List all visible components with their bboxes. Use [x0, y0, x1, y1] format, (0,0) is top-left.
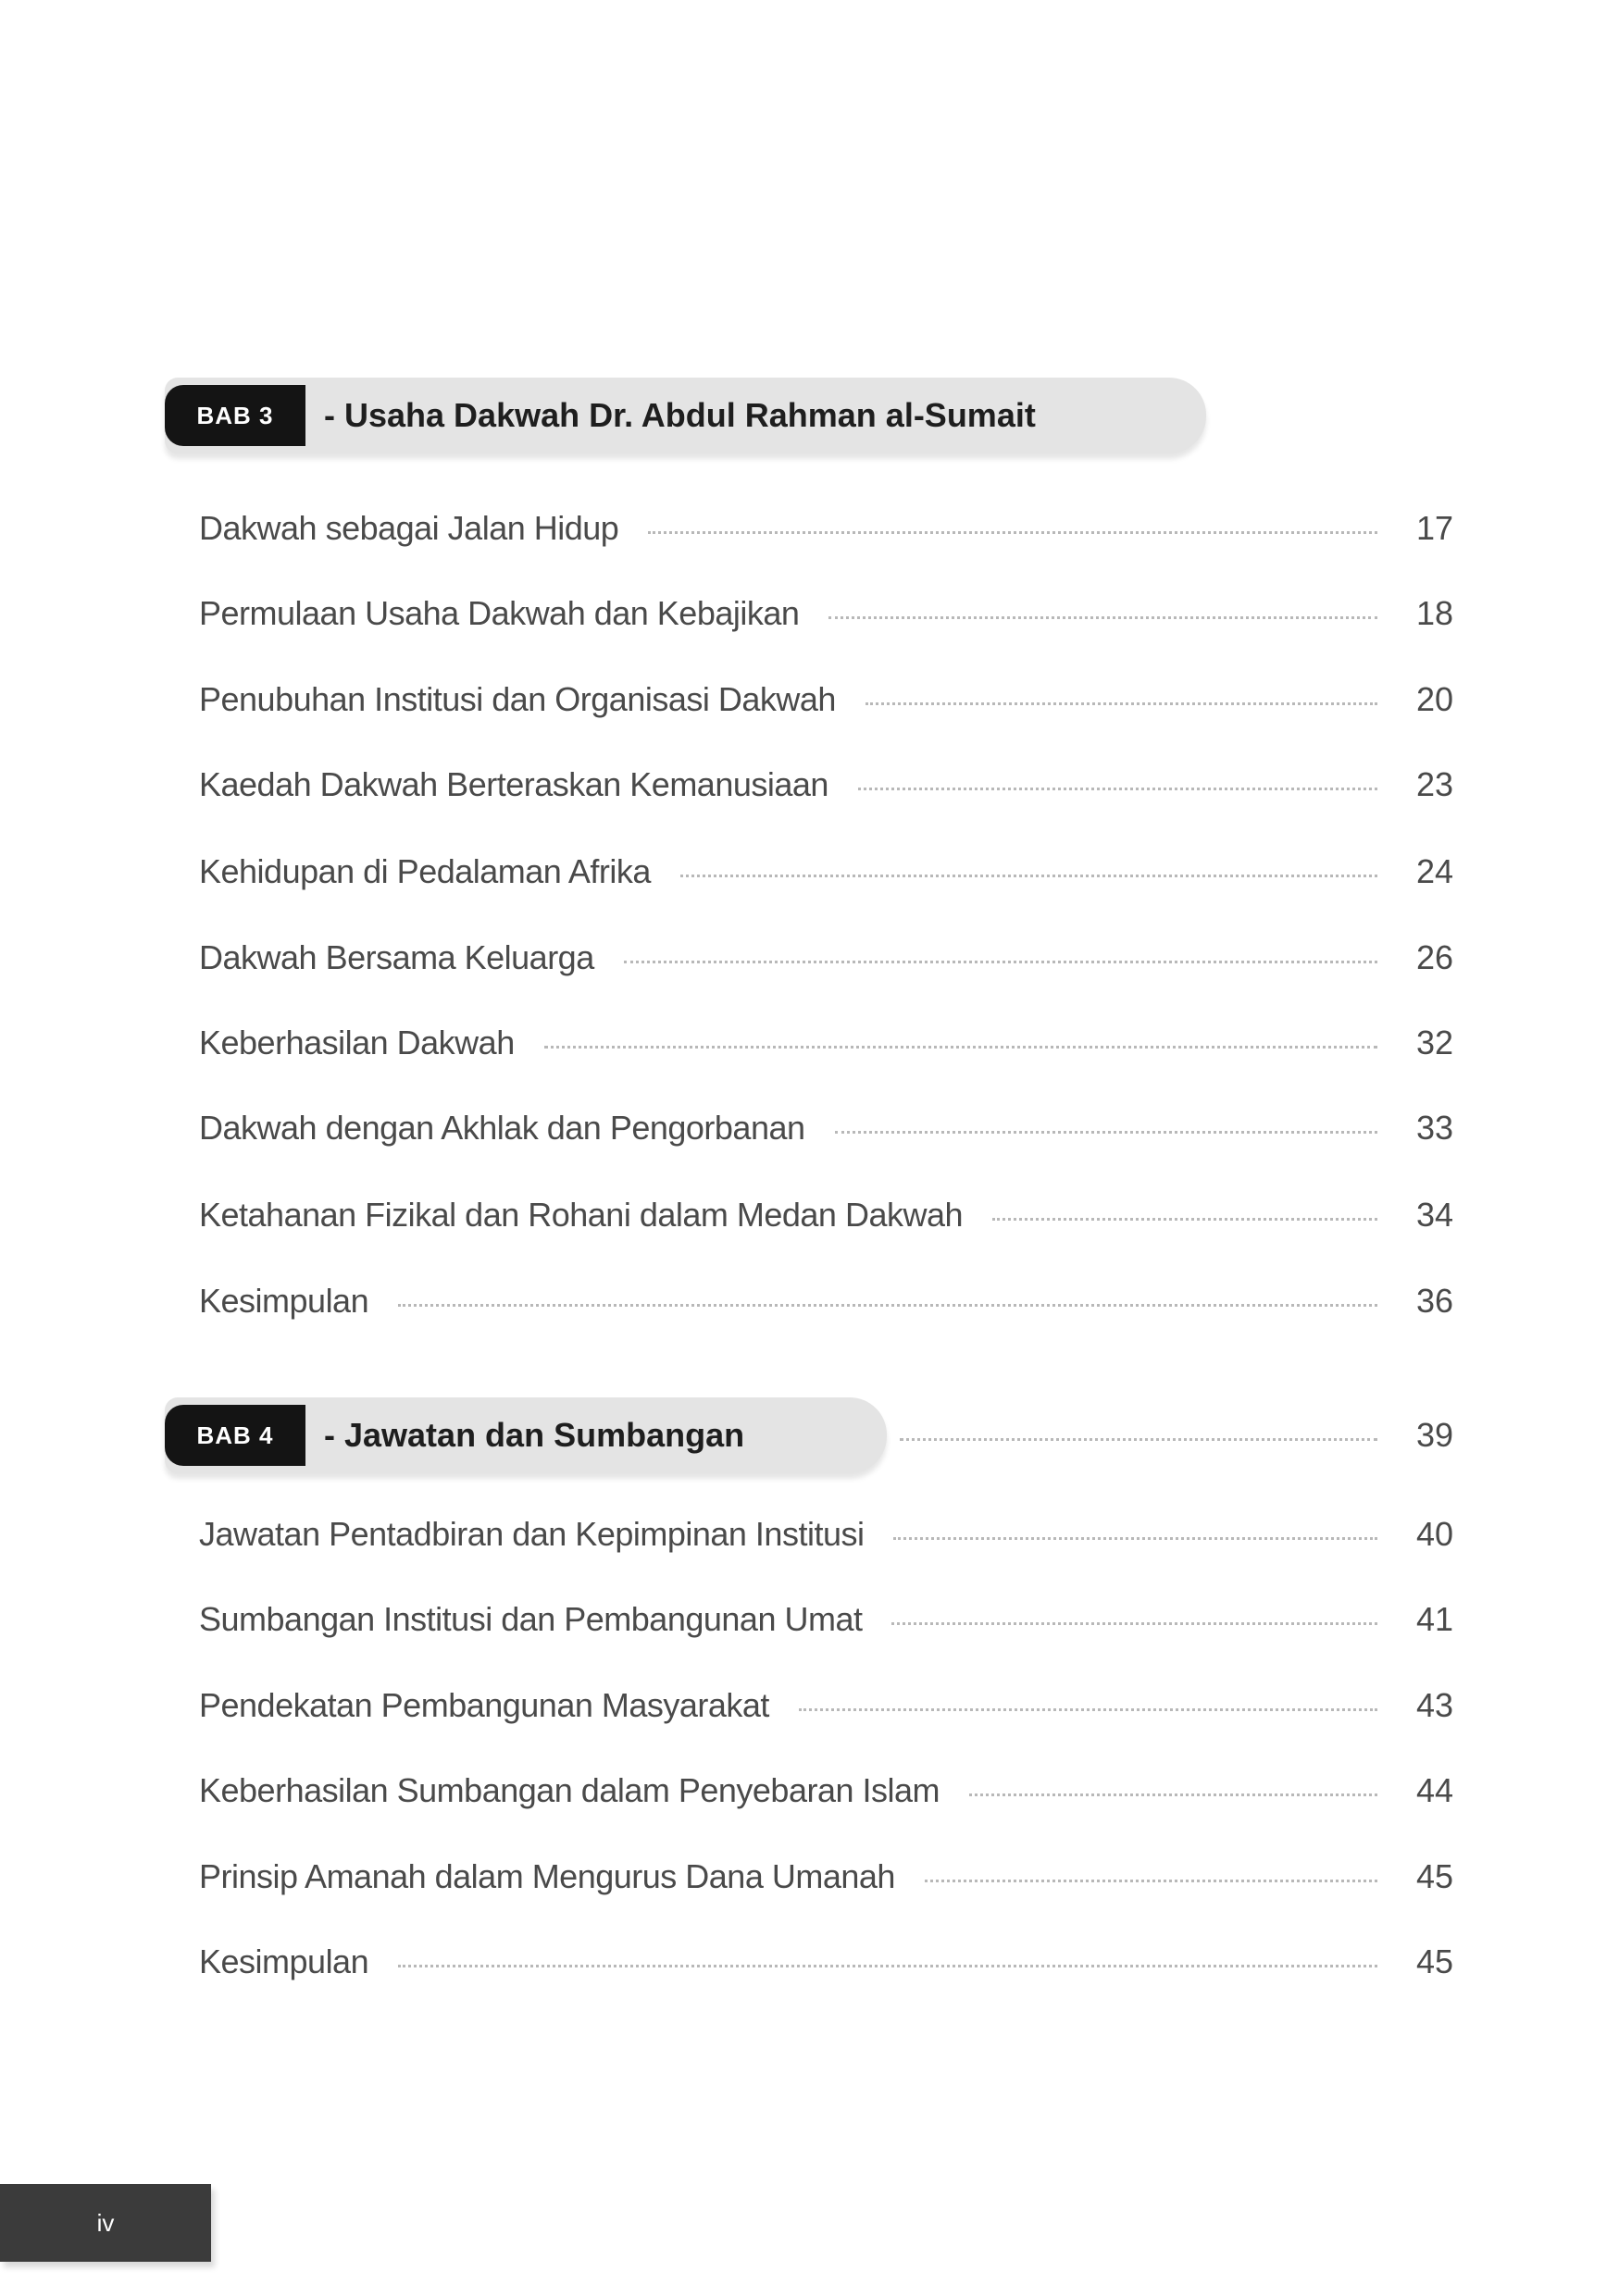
toc-entry-label: Pendekatan Pembangunan Masyarakat [199, 1686, 769, 1724]
toc-entry[interactable] [199, 1187, 1453, 1243]
toc-entry[interactable] [199, 844, 1453, 900]
toc-entry-page: 36 [1415, 1282, 1453, 1320]
toc-leader [680, 875, 1377, 877]
toc-leader [866, 702, 1377, 705]
toc-entry-label: Kehidupan di Pedalaman Afrika [199, 852, 651, 890]
toc-leader [925, 1880, 1377, 1882]
toc-entry[interactable] [199, 501, 1453, 556]
toc-leader [858, 788, 1377, 790]
toc-entry-page: 45 [1415, 1857, 1453, 1895]
chapter-4-page-row [889, 1397, 1453, 1473]
toc-entry-page: 44 [1415, 1771, 1453, 1809]
toc-entry[interactable] [199, 1592, 1453, 1647]
toc-entry-label: Kesimpulan [199, 1942, 369, 1980]
chapter-3-header [165, 378, 1206, 453]
toc-entry-label: Jawatan Pentadbiran dan Kepimpinan Institusi [199, 1515, 865, 1553]
toc-entry-label: Keberhasilan Dakwah [199, 1024, 515, 1061]
chapter-4-title: - Jawatan dan Sumbangan [324, 1416, 745, 1454]
toc-entry-page: 45 [1415, 1942, 1453, 1980]
toc-entry-page: 24 [1415, 852, 1453, 890]
toc-entry-page: 26 [1415, 938, 1453, 976]
toc-entry[interactable] [199, 586, 1453, 641]
toc-entry-page: 18 [1415, 594, 1453, 632]
toc-entry-page: 23 [1415, 765, 1453, 803]
toc-leader [900, 1438, 1377, 1441]
toc-leader [893, 1537, 1377, 1540]
toc-entry[interactable] [199, 1273, 1453, 1329]
toc-entry[interactable] [199, 1100, 1453, 1156]
toc-entry-label: Permulaan Usaha Dakwah dan Kebajikan [199, 594, 800, 632]
toc-entry[interactable] [199, 672, 1453, 727]
toc-entry-page: 43 [1415, 1686, 1453, 1724]
toc-entry[interactable] [199, 1678, 1453, 1733]
toc-entry[interactable] [199, 1507, 1453, 1562]
toc-leader [544, 1046, 1377, 1049]
toc-entry-label: Ketahanan Fizikal dan Rohani dalam Medan Dakwah [199, 1196, 964, 1234]
toc-leader [648, 531, 1377, 534]
toc-leader [835, 1131, 1377, 1134]
toc-entry[interactable] [199, 757, 1453, 813]
toc-entry-label: Prinsip Amanah dalam Mengurus Dana Umanah [199, 1857, 895, 1895]
toc-entry-page: 20 [1415, 680, 1453, 718]
toc-entry-label: Dakwah dengan Akhlak dan Pengorbanan [199, 1109, 805, 1147]
toc-entry-page: 41 [1415, 1600, 1453, 1638]
chapter-3-tag: BAB 3 [165, 385, 305, 446]
toc-entry-page: 17 [1415, 509, 1453, 547]
toc-entry-label: Dakwah Bersama Keluarga [199, 938, 594, 976]
toc-leader [992, 1218, 1377, 1221]
toc-leader [624, 961, 1377, 963]
toc-leader [828, 616, 1377, 619]
toc-leader [398, 1304, 1377, 1307]
toc-entry-label: Keberhasilan Sumbangan dalam Penyebaran Islam [199, 1771, 940, 1809]
toc-entry[interactable] [199, 930, 1453, 986]
toc-entry-label: Kesimpulan [199, 1282, 369, 1320]
toc-entry-page: 32 [1415, 1024, 1453, 1061]
toc-entry[interactable] [199, 1763, 1453, 1818]
toc-entry-label: Penubuhan Institusi dan Organisasi Dakwah [199, 680, 836, 718]
toc-entry[interactable] [199, 1849, 1453, 1905]
toc-leader [799, 1708, 1377, 1711]
toc-entry[interactable] [199, 1934, 1453, 1990]
toc-entry-label: Sumbangan Institusi dan Pembangunan Umat [199, 1600, 863, 1638]
toc-leader [969, 1793, 1377, 1796]
toc-entry[interactable] [199, 1015, 1453, 1071]
chapter-3-title: - Usaha Dakwah Dr. Abdul Rahman al-Sumait [324, 396, 1036, 434]
page-number-tab [0, 2184, 211, 2262]
page-number: iv [96, 2208, 115, 2237]
toc-leader [398, 1965, 1377, 1967]
toc-entry-page: 40 [1415, 1515, 1453, 1553]
toc-entry-page: 34 [1415, 1196, 1453, 1234]
toc-leader [891, 1622, 1377, 1625]
toc-entry-label: Kaedah Dakwah Berteraskan Kemanusiaan [199, 765, 828, 803]
toc-entry-label: Dakwah sebagai Jalan Hidup [199, 509, 619, 547]
chapter-4-tag: BAB 4 [165, 1405, 305, 1466]
chapter-4-header[interactable] [165, 1397, 887, 1473]
chapter-4-page: 39 [1415, 1416, 1453, 1454]
toc-entry-page: 33 [1415, 1109, 1453, 1147]
